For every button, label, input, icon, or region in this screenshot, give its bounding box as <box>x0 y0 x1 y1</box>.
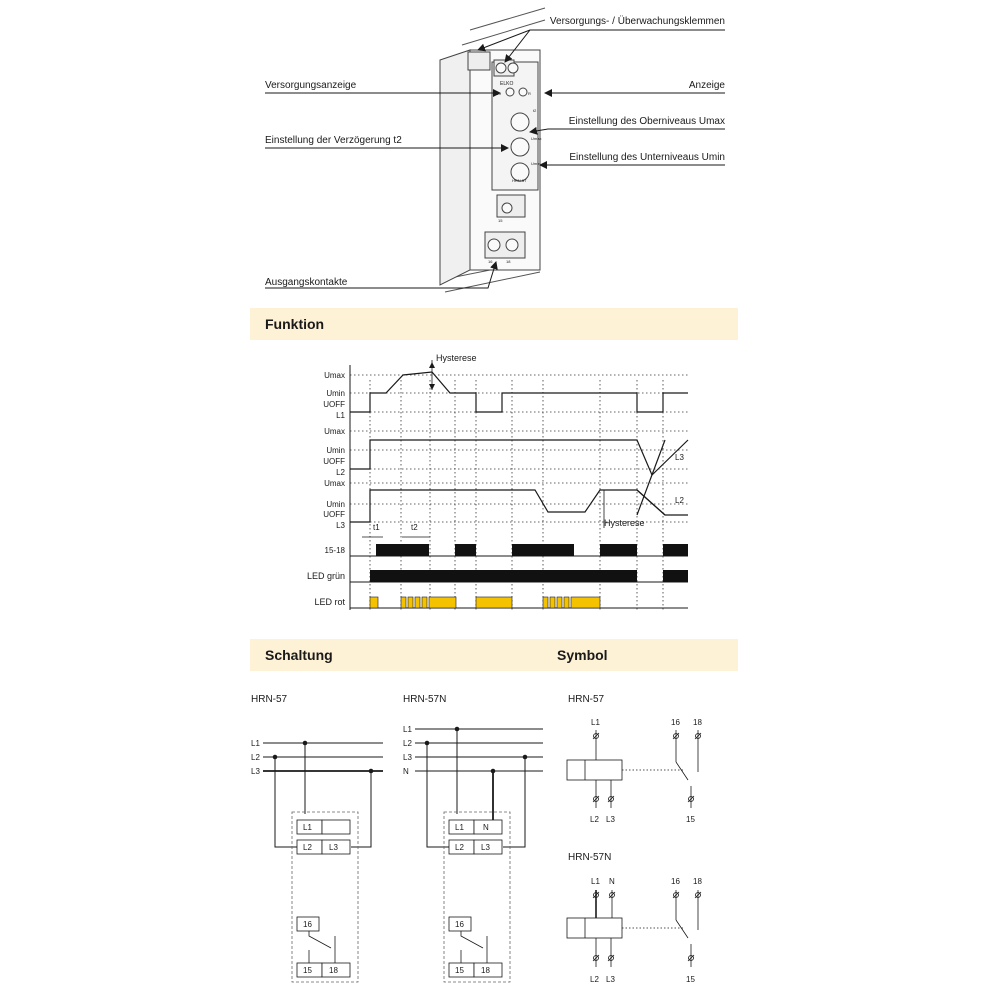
wl-l1: L1 <box>251 739 260 748</box>
device-body <box>440 50 540 285</box>
left-box-c15: 15 <box>303 966 312 975</box>
sym-top-l1: L1 <box>591 718 600 727</box>
left-box-c16: 16 <box>303 920 312 929</box>
g2-phase: L2 <box>336 468 345 477</box>
g3-uoff: UOFF <box>323 510 345 519</box>
wr-l3: L3 <box>403 753 412 762</box>
right-junctions <box>425 727 528 774</box>
symbol-bottom-lines <box>567 890 701 967</box>
g1-phase: L1 <box>336 411 345 420</box>
sym-bot-c18: 18 <box>693 877 702 886</box>
wr-l2: L2 <box>403 739 412 748</box>
sym-bot-l1: L1 <box>591 877 600 886</box>
symbol-title: Symbol <box>557 647 608 663</box>
g3-umax: Umax <box>324 479 345 488</box>
pot-umax-label: Umax <box>531 136 542 141</box>
g1-umin: Umin <box>326 389 345 398</box>
right-contact <box>461 931 487 963</box>
sym-top-c18: 18 <box>693 718 702 727</box>
sym-top-l3: L3 <box>606 815 615 824</box>
pot-t2-label: t2 <box>533 108 537 113</box>
g2-umin: Umin <box>326 446 345 455</box>
left-contact <box>309 931 335 963</box>
sym-bot-l3: L3 <box>606 975 615 984</box>
g2-umax: Umax <box>324 427 345 436</box>
callout-indicator: Anzeige <box>688 80 725 91</box>
left-box-r2b: L3 <box>329 843 338 852</box>
wr-l1: L1 <box>403 725 412 734</box>
relay-label: 15-18 <box>324 546 345 555</box>
sym-bot-l2: L2 <box>590 975 599 984</box>
device-model: HRN-57 <box>512 178 527 183</box>
symbol-bottom-model: HRN-57N <box>568 852 612 863</box>
schaltung-title: Schaltung <box>265 647 333 663</box>
right-box-r2a: L2 <box>455 843 464 852</box>
schaltung-left-model: HRN-57 <box>251 694 288 705</box>
symbol-top-lines <box>567 730 701 808</box>
g1-uoff: UOFF <box>323 400 345 409</box>
relay-on-4 <box>600 544 637 556</box>
pot-umin-label: Umin <box>531 161 541 166</box>
sym-bot-n: N <box>609 877 615 886</box>
wl-l2: L2 <box>251 753 260 762</box>
right-box-c18: 18 <box>481 966 490 975</box>
relay-on-3 <box>512 544 574 556</box>
right-device-outline <box>444 812 510 982</box>
right-box-r1a: L1 <box>455 823 464 832</box>
sym-top-c15: 15 <box>686 815 695 824</box>
funktion-title: Funktion <box>265 316 325 332</box>
t2-label: t2 <box>411 523 418 532</box>
wl-l3: L3 <box>251 767 260 776</box>
callout-delay-t2: Einstellung der Verzögerung t2 <box>265 135 402 146</box>
terminal-18-label: 18 <box>506 259 511 264</box>
hysterese-top: Hysterese <box>436 353 477 363</box>
cross-label-l3: L3 <box>675 453 684 462</box>
g3-phase: L3 <box>336 521 345 530</box>
schaltung-right-model: HRN-57N <box>403 694 447 705</box>
left-box-c18: 18 <box>329 966 338 975</box>
relay-on-2 <box>455 544 476 556</box>
right-box-c16: 16 <box>455 920 464 929</box>
cross-label-l2: L2 <box>675 496 684 505</box>
callout-umax: Einstellung des Oberniveaus Umax <box>568 116 725 127</box>
left-device-outline <box>292 812 358 982</box>
callout-terminals: Versorgungs- / Überwachungsklemmen <box>549 16 725 27</box>
t1-label: t1 <box>373 523 380 532</box>
sym-bot-c15: 15 <box>686 975 695 984</box>
schaltung-diagrams <box>245 680 785 1000</box>
sym-top-l2: L2 <box>590 815 599 824</box>
wr-n: N <box>403 767 409 776</box>
callout-supply-indicator: Versorgungsanzeige <box>265 80 357 91</box>
led-green-on-1 <box>370 570 637 582</box>
right-box-r1b: N <box>483 823 489 832</box>
g3-umin: Umin <box>326 500 345 509</box>
symbol-top-model: HRN-57 <box>568 694 605 705</box>
led-r-label: R <box>528 91 531 96</box>
sym-bot-c16: 16 <box>671 877 680 886</box>
right-box-c15: 15 <box>455 966 464 975</box>
left-box-r1a: L1 <box>303 823 312 832</box>
led-green-on-2 <box>663 570 688 582</box>
device-brand: ELKO <box>500 81 514 87</box>
right-box-r2b: L3 <box>481 843 490 852</box>
sym-top-c16: 16 <box>671 718 680 727</box>
led-green-label: LED grün <box>306 571 345 581</box>
led-red-pulses <box>370 597 600 608</box>
g1-umax: Umax <box>324 371 345 380</box>
callout-output-contacts: Ausgangskontakte <box>265 277 348 288</box>
callout-umin: Einstellung des Unterniveaus Umin <box>569 152 725 163</box>
led-un-label: Un <box>496 91 502 96</box>
left-box-r2a: L2 <box>303 843 312 852</box>
relay-on-5 <box>663 544 688 556</box>
device-illustration <box>0 0 1000 300</box>
g2-uoff: UOFF <box>323 457 345 466</box>
led-red-label: LED rot <box>314 597 345 607</box>
terminal-16-label: 16 <box>488 259 493 264</box>
relay-on-1 <box>376 544 429 556</box>
terminal-15-label: 15 <box>498 218 503 223</box>
hysterese-bottom: Hysterese <box>604 518 645 528</box>
timing-diagram <box>0 300 1000 620</box>
